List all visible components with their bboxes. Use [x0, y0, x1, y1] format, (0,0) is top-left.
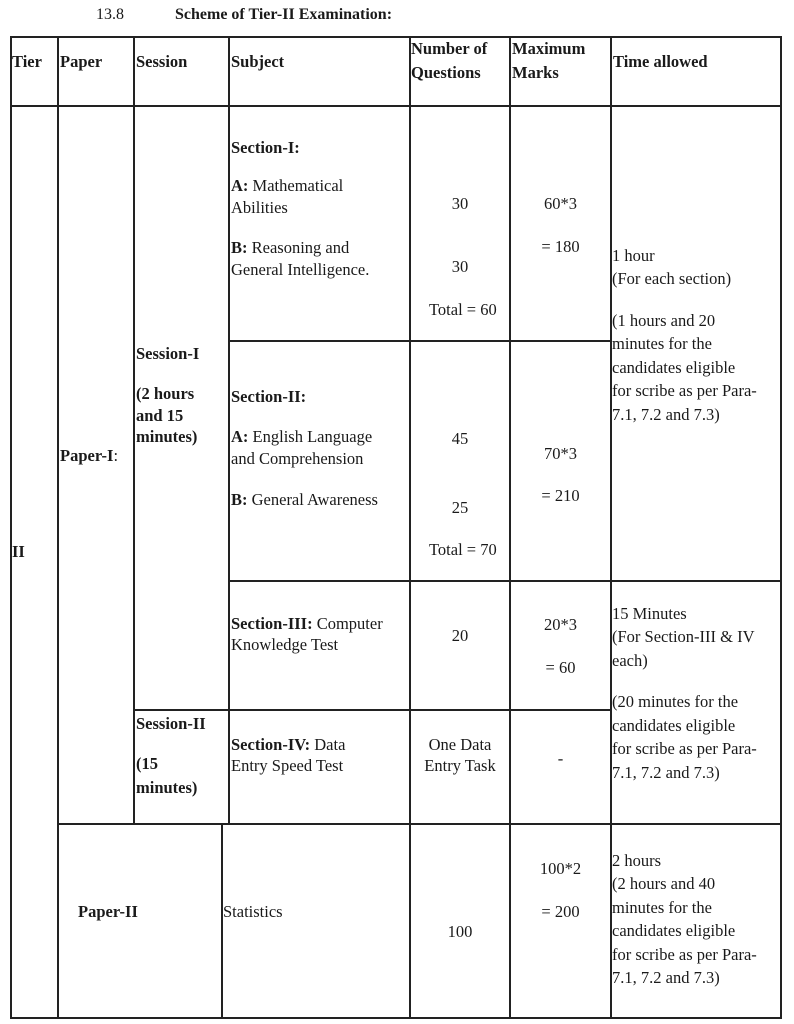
paper1-name: Paper-I: [60, 446, 114, 465]
header-time: Time allowed: [613, 52, 708, 71]
section2-b: [231, 489, 378, 510]
section3-text: Computer: [312, 614, 383, 633]
section4-marks: -: [557, 749, 564, 768]
table-border-right: [780, 36, 782, 1019]
section1-subject: [231, 137, 369, 280]
header-divider: [10, 105, 782, 107]
section2-a-text: English Language: [248, 427, 373, 447]
paper2-time-2: (2 hours and 40: [612, 874, 716, 894]
section1-a: [231, 175, 369, 196]
section4-line1: [231, 734, 345, 755]
session2-duration-1: (15: [136, 754, 158, 774]
section4-line2: Entry Speed Test: [231, 756, 344, 776]
section2-q-total: Total = 70: [429, 540, 497, 559]
section3-line1: [231, 613, 383, 634]
session2-label: [136, 713, 206, 798]
section4-questions-2: Entry Task: [424, 756, 496, 776]
section2-q-b: 25: [451, 498, 469, 517]
header-marks-line2: Marks: [512, 63, 559, 83]
section1-title: Section-I:: [231, 138, 300, 157]
section1-q-b: 30: [451, 257, 469, 276]
section2-subject: [231, 386, 378, 511]
paper2-marks-2: = 200: [541, 902, 580, 921]
paper1-colon: :: [113, 446, 119, 465]
header-marks: [512, 38, 585, 84]
section3-title: Section-III:: [231, 614, 313, 633]
col-divider: [409, 36, 411, 1019]
session1-scribe-5: 7.1, 7.2 and 7.3): [612, 404, 720, 424]
section34-time: [612, 603, 757, 783]
section2-b-label: B:: [231, 490, 248, 510]
section34-scribe-1: (20 minutes for the: [612, 692, 739, 712]
header-questions-line2: Questions: [411, 63, 481, 83]
session2-name: Session-II: [136, 714, 206, 733]
header-marks-line1: Maximum: [512, 39, 586, 58]
section1-q-a: 30: [451, 194, 469, 213]
session1-duration-3: minutes): [136, 427, 198, 447]
section3-questions: 20: [451, 626, 469, 645]
session1-duration-1: (2 hours: [136, 384, 195, 404]
section3-marks-2: = 60: [545, 658, 576, 677]
section2-q-a: 45: [451, 429, 469, 448]
section2-a-label: A:: [231, 427, 249, 447]
row-divider: [58, 823, 782, 825]
section4-questions: [411, 734, 509, 777]
section1-b: [231, 237, 369, 258]
header-questions: [411, 38, 487, 84]
section1-q-total: Total = 60: [429, 300, 497, 319]
section2-a-cont: and Comprehension: [231, 448, 364, 468]
session1-time: [612, 245, 757, 425]
session2-duration-2: minutes): [136, 777, 198, 797]
section1-b-label: B:: [231, 238, 248, 258]
table-border-top: [10, 36, 782, 38]
section3-subject: [231, 613, 383, 656]
paper2-time-1: 2 hours: [612, 851, 662, 870]
section2-b-text: General Awareness: [247, 490, 378, 510]
header-paper: Paper: [60, 52, 103, 71]
section4-text: Data: [310, 735, 346, 754]
table-border-left: [10, 36, 12, 1019]
session1-scribe-2: minutes for the: [612, 334, 712, 354]
paper1-label: [60, 445, 118, 466]
section1-a-cont: Abilities: [231, 197, 288, 217]
section34-time-2: (For Section-III & IV: [612, 627, 755, 647]
section4-subject: [231, 734, 345, 777]
paper2-time-4: candidates eligible: [612, 921, 736, 941]
col-divider: [133, 36, 135, 825]
section34-scribe-4: 7.1, 7.2 and 7.3): [612, 762, 720, 782]
section2-marks-1: 70*3: [544, 444, 577, 463]
paper2-subject: Statistics: [223, 902, 283, 921]
header-subject: Subject: [231, 52, 285, 71]
section1-a-text: Mathematical: [248, 176, 344, 196]
paper2-time-3: minutes for the: [612, 897, 712, 917]
session1-duration-2: and 15: [136, 405, 184, 425]
session1-time-2: (For each section): [612, 269, 732, 289]
section34-scribe-3: for scribe as per Para-: [612, 739, 757, 759]
paper2-label: Paper-II: [78, 902, 138, 921]
header-questions-line1: Number of: [411, 39, 488, 58]
section1-b-text: Reasoning and: [247, 238, 350, 258]
session1-name: Session-I: [136, 344, 200, 363]
session1-scribe-4: for scribe as per Para-: [612, 381, 757, 401]
session1-time-1: 1 hour: [612, 246, 655, 265]
session1-label: [136, 343, 199, 448]
table-border-bottom: [10, 1017, 782, 1019]
section34-time-1: 15 Minutes: [612, 604, 687, 623]
section3-line2: Knowledge Test: [231, 635, 339, 655]
row-divider: [134, 709, 611, 711]
section-title: Scheme of Tier-II Examination:: [175, 6, 393, 23]
col-divider: [228, 36, 230, 825]
section2-marks-2: = 210: [541, 486, 580, 505]
paper2-questions: 100: [447, 922, 473, 941]
section1-a-label: A:: [231, 176, 249, 196]
section2-title: Section-II:: [231, 387, 307, 406]
section1-marks-2: = 180: [541, 237, 580, 256]
section1-marks-1: 60*3: [544, 194, 577, 213]
paper2-time-5: for scribe as per Para-: [612, 944, 757, 964]
header-session: Session: [136, 52, 188, 71]
section34-scribe-2: candidates eligible: [612, 715, 736, 735]
paper2-time: [612, 850, 757, 989]
paper2-time-6: 7.1, 7.2 and 7.3): [612, 968, 720, 988]
section2-a: [231, 426, 378, 447]
section34-time-3: each): [612, 650, 648, 670]
section4-questions-1: One Data: [428, 735, 492, 754]
session1-scribe-1: (1 hours and 20: [612, 310, 716, 330]
section4-title: Section-IV:: [231, 735, 311, 754]
paper2-marks-1: 100*2: [539, 859, 582, 878]
row-divider: [229, 340, 611, 342]
section3-marks-1: 20*3: [544, 615, 577, 634]
section1-b-cont: General Intelligence.: [231, 259, 370, 279]
col-divider: [57, 36, 59, 1019]
header-tier: Tier: [12, 52, 42, 71]
tier-value: II: [12, 542, 25, 561]
row-divider: [229, 580, 782, 582]
session1-scribe-3: candidates eligible: [612, 357, 736, 377]
section-number: 13.8: [96, 6, 124, 23]
